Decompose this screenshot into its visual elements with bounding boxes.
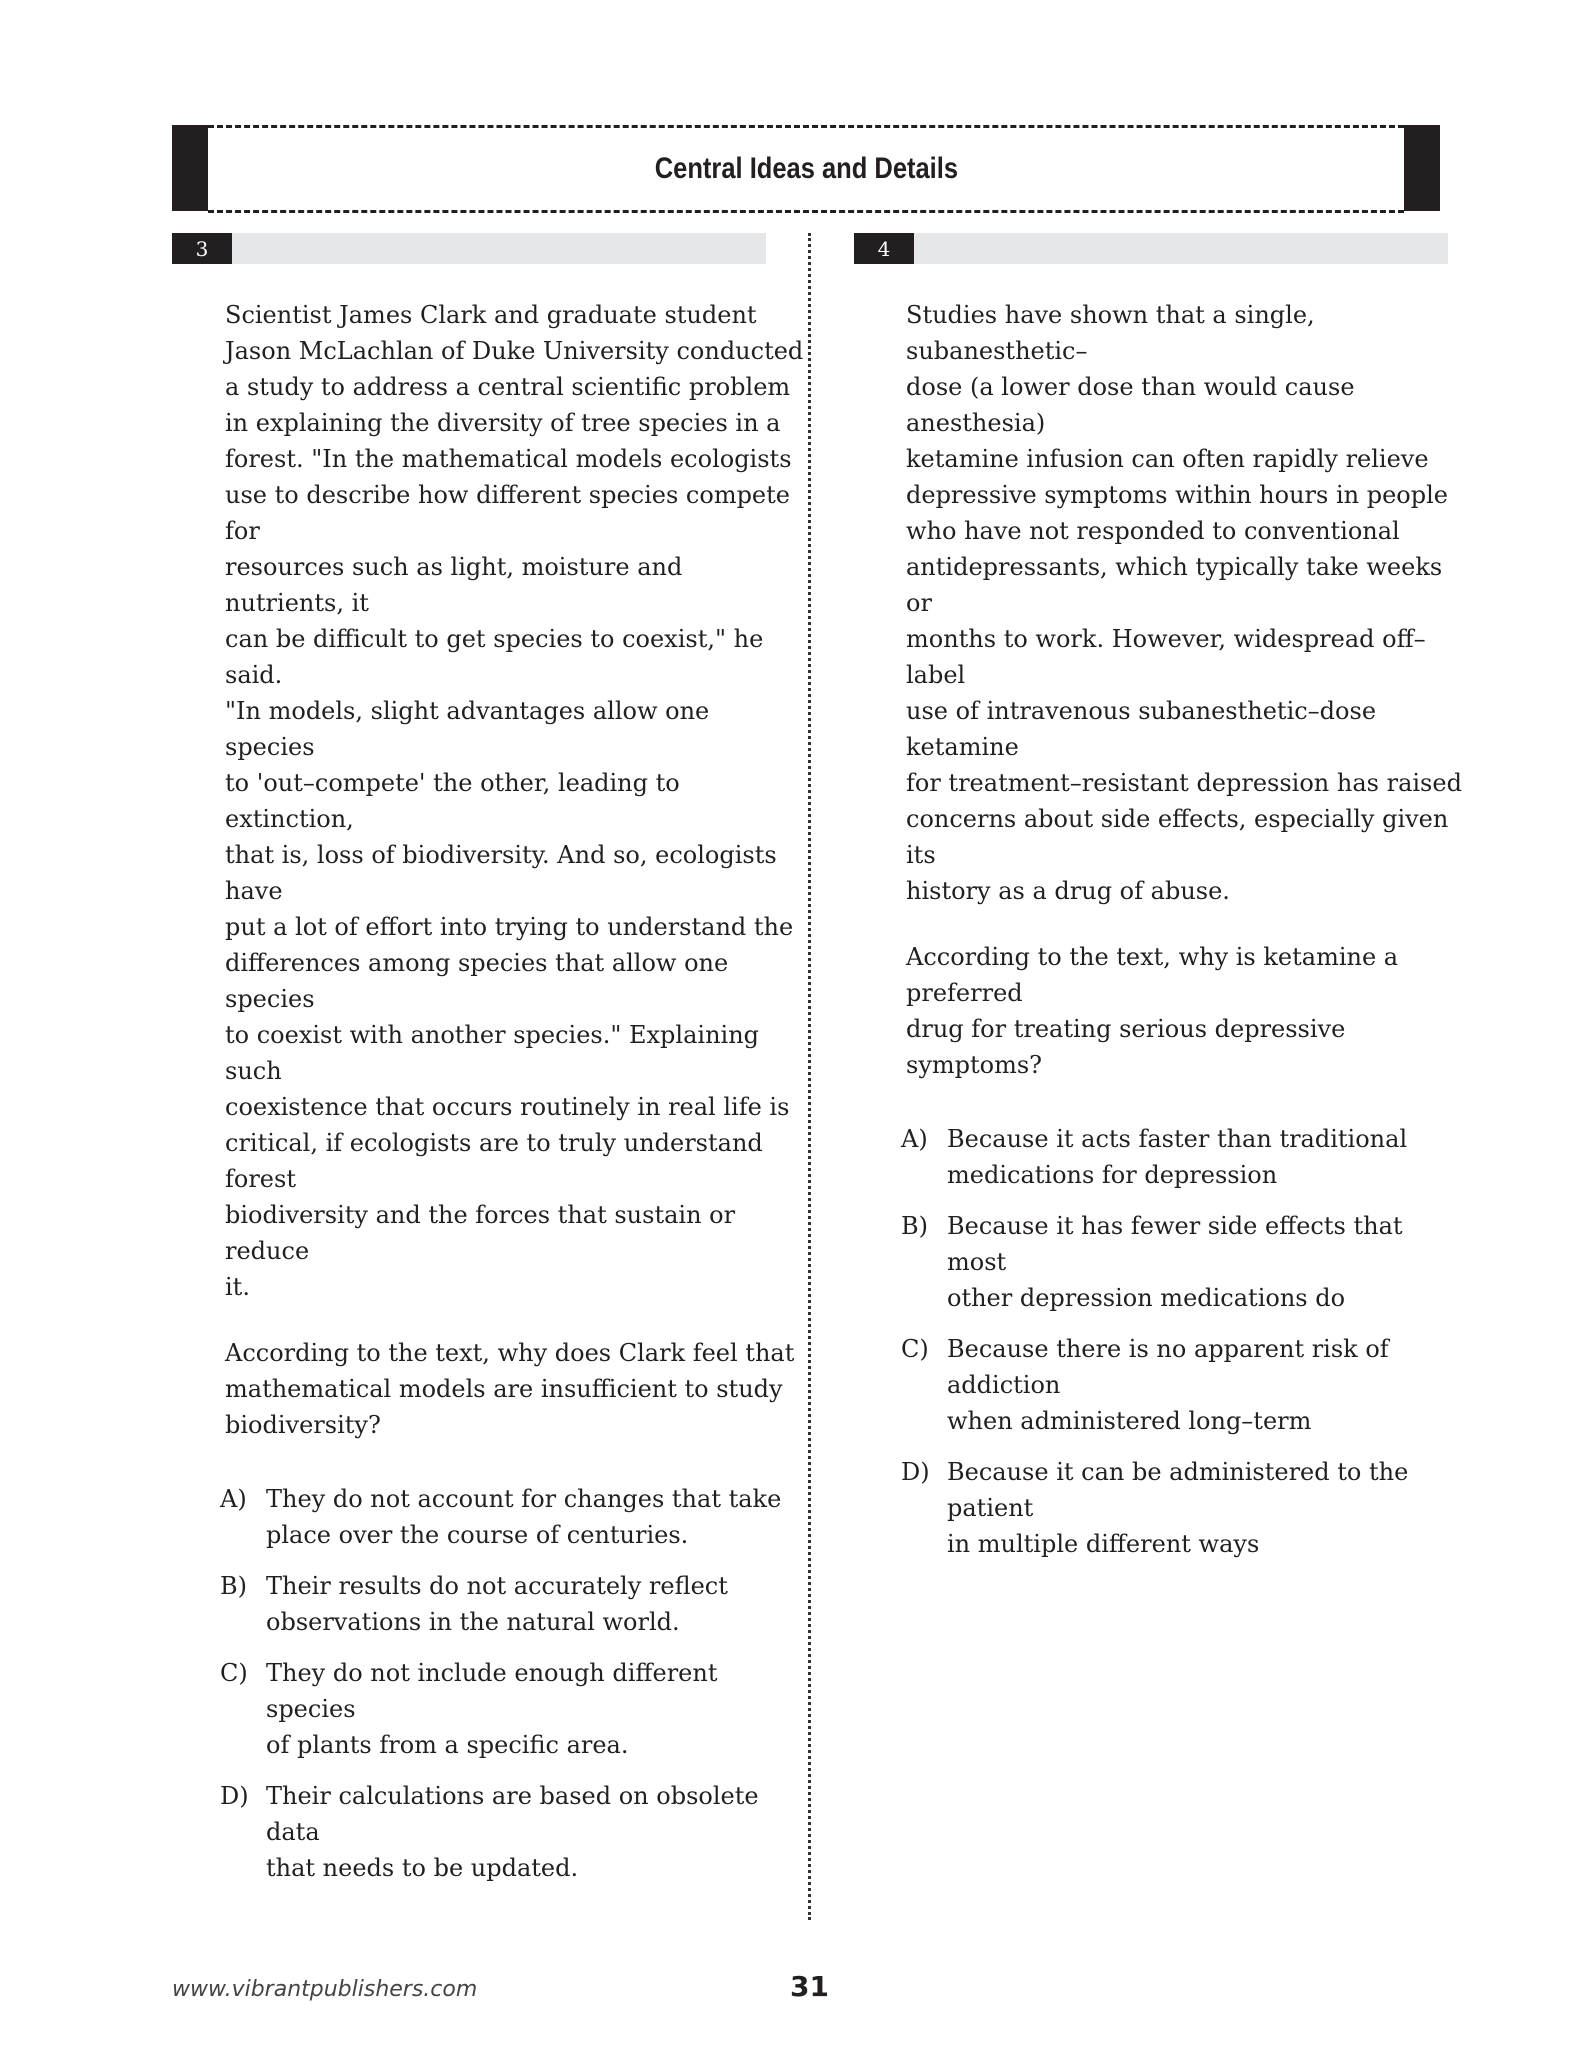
header-frame [208, 125, 1404, 213]
question-4-prompt: According to the text, why is ketamine a preferred drug for treating serious depressive symptoms? [906, 943, 1399, 1079]
choice-letter: D) [220, 1782, 249, 1810]
choice-letter: C) [220, 1659, 248, 1687]
section-header [172, 125, 1440, 211]
choice-item [901, 1331, 1466, 1439]
choice-text: Their calculations are based on obsolete data that needs to be updated. [266, 1782, 759, 1882]
question-3-column [220, 297, 805, 1901]
header-bar-left [172, 125, 208, 211]
choice-text: Because there is no apparent risk of addiction when administered long–term [947, 1335, 1389, 1435]
question-3-choices [220, 1481, 805, 1886]
choice-item [220, 1481, 805, 1553]
choice-item [220, 1568, 805, 1640]
page-number: 31 [790, 1970, 829, 2003]
footer-website: www.vibrantpublishers.com [172, 1977, 478, 2002]
question-3-bar [172, 233, 766, 264]
choice-letter: A) [220, 1485, 247, 1513]
question-3-prompt: According to the text, why does Clark feel that mathematical models are insufficient to study biodiversity? [225, 1339, 795, 1439]
choice-letter: B) [220, 1572, 247, 1600]
section-title: Central Ideas and Details [654, 152, 958, 185]
choice-item [901, 1454, 1466, 1562]
choice-text: Their results do not accurately reflect observations in the natural world. [266, 1572, 728, 1636]
header-bar-right [1404, 125, 1440, 211]
choice-item [901, 1121, 1466, 1193]
choice-item [220, 1655, 805, 1763]
question-4-column [901, 297, 1466, 1577]
choice-letter: B) [901, 1212, 928, 1240]
column-divider [808, 233, 811, 1920]
question-4-passage: Studies have shown that a single, subanesthetic– dose (a lower dose than would cause anesthesia) ketamine infusion can often rapidly relieve depressive symptoms within hours in people who have not responded to conventional antidepressants, which typically take weeks or months to work. However, widespread off–label use of intravenous subanesthetic–dose ketamine for treatment–resistant depression has raised concerns about side effects, especially given its history as a drug of abuse. [906, 301, 1462, 905]
choice-letter: D) [901, 1458, 930, 1486]
choice-item [901, 1208, 1466, 1316]
question-4-choices [901, 1121, 1466, 1562]
choice-letter: C) [901, 1335, 929, 1363]
question-3-passage: Scientist James Clark and graduate student Jason McLachlan of Duke University conducted a study to address a central scientific problem in explaining the diversity of tree species in a forest. "In the mathematical models ecologists use to describe how different species compete for resources such as light, moisture and nutrients, it can be difficult to get species to coexist," he said. "In models, slight advantages allow one species to 'out–compete' the other, leading to extinction, that is, loss of biodiversity. And so, ecologists have put a lot of effort into trying to understand the differences among species that allow one species to coexist with another species." Explaining such coexistence that occurs routinely in real life is critical, if ecologists are to truly understand forest biodiversity and the forces that sustain or reduce it. [225, 301, 804, 1301]
choice-text: Because it can be administered to the patient in multiple different ways [947, 1458, 1409, 1558]
question-number-4: 4 [854, 233, 914, 264]
choice-text: They do not account for changes that take place over the course of centuries. [266, 1485, 782, 1549]
question-4-bar [854, 233, 1448, 264]
choice-text: Because it has fewer side effects that most other depression medications do [947, 1212, 1403, 1312]
choice-item [220, 1778, 805, 1886]
choice-text: They do not include enough different species of plants from a specific area. [266, 1659, 718, 1759]
choice-text: Because it acts faster than traditional medications for depression [947, 1125, 1408, 1189]
question-number-3: 3 [172, 233, 232, 264]
choice-letter: A) [901, 1125, 928, 1153]
